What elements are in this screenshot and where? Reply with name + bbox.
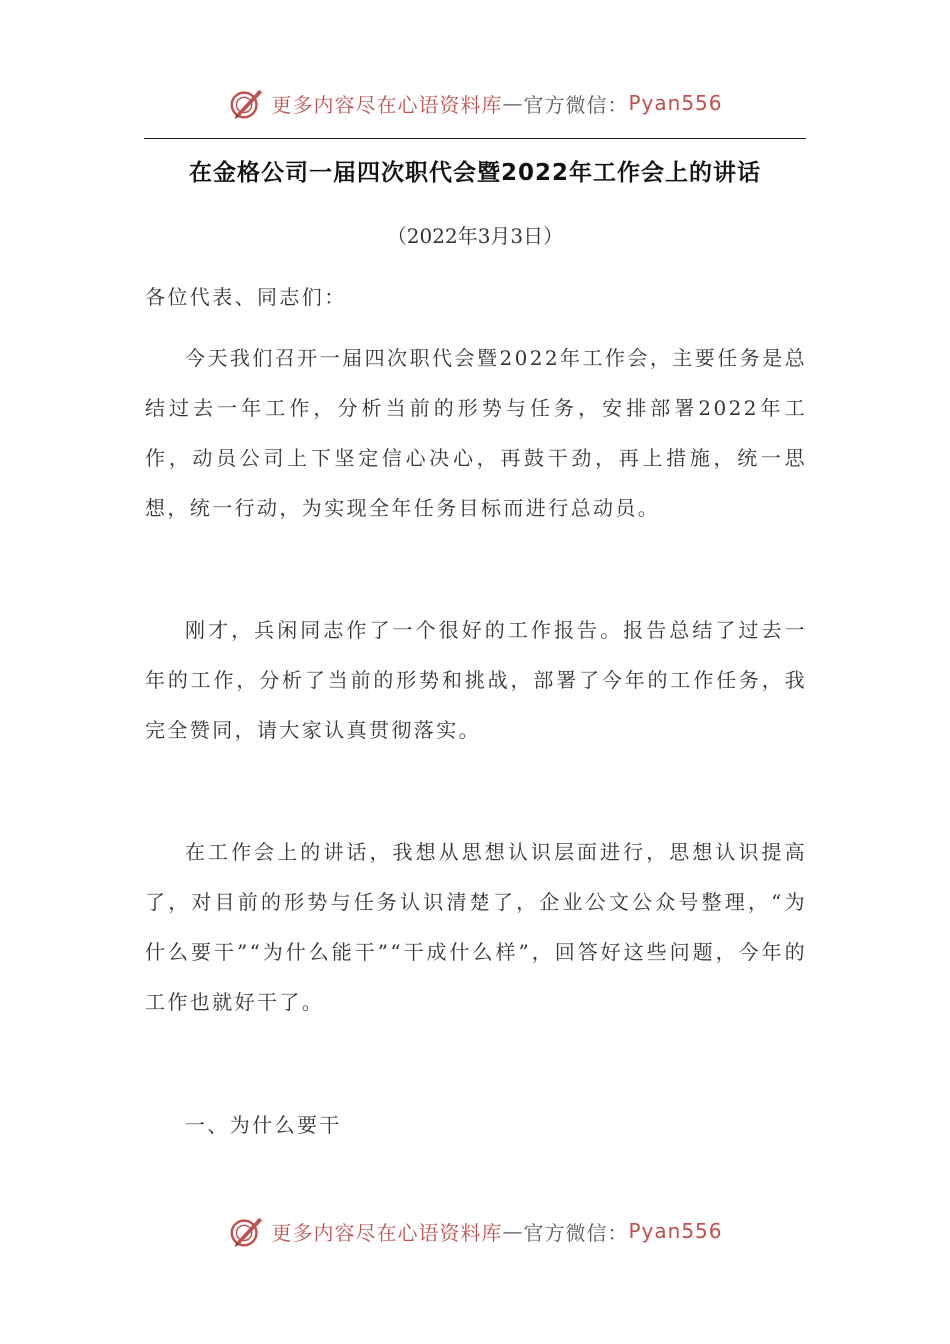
quill-pen-logo-icon: [227, 1212, 265, 1250]
document-date: （2022年3月3日）: [386, 224, 564, 248]
paragraph-1: 今天我们召开一届四次职代会暨2022年工作会，主要任务是总结过去一年工作，分析当前的形势与任务，安排部署2022年工作，动员公司上下坚定信心决心，再鼓干劲，再上措施，统一思想，统一行动，为实现全年任务目标而进行总动员。: [145, 346, 807, 520]
header-banner: [0, 84, 950, 122]
document-title: 在金格公司一届四次职代会暨2022年工作会上的讲话: [188, 160, 761, 186]
salutation: 各位代表、同志们：: [145, 285, 347, 309]
banner-dash: —: [502, 91, 524, 115]
footer-wechat-label: 官方微信：: [523, 1220, 629, 1245]
footer-wechat-id: Pyan556: [628, 1219, 723, 1243]
section-heading-1: 一、为什么要干: [185, 1113, 342, 1137]
paragraph-3: 在工作会上的讲话，我想从思想认识层面进行，思想认识提高了，对目前的形势与任务认识清楚了，企业公文公众号整理，“为什么要干”“为什么能干”“干成什么样”，回答好这些问题，今年的工作也就好干了。: [145, 840, 807, 1014]
quill-pen-logo-icon: [227, 84, 265, 122]
banner-wechat-label: 官方微信：: [523, 92, 629, 117]
footer-dash: —: [502, 1219, 524, 1243]
banner-wechat-id: Pyan556: [628, 91, 723, 115]
footer-banner: [0, 1212, 950, 1250]
header-divider: [144, 138, 806, 139]
paragraph-2: 刚才，兵闲同志作了一个很好的工作报告。报告总结了过去一年的工作，分析了当前的形势和挑战，部署了今年的工作任务，我完全赞同，请大家认真贯彻落实。: [145, 618, 807, 742]
footer-red-text: 更多内容尽在心语资料库: [271, 1220, 503, 1245]
banner-red-text: 更多内容尽在心语资料库: [271, 92, 503, 117]
